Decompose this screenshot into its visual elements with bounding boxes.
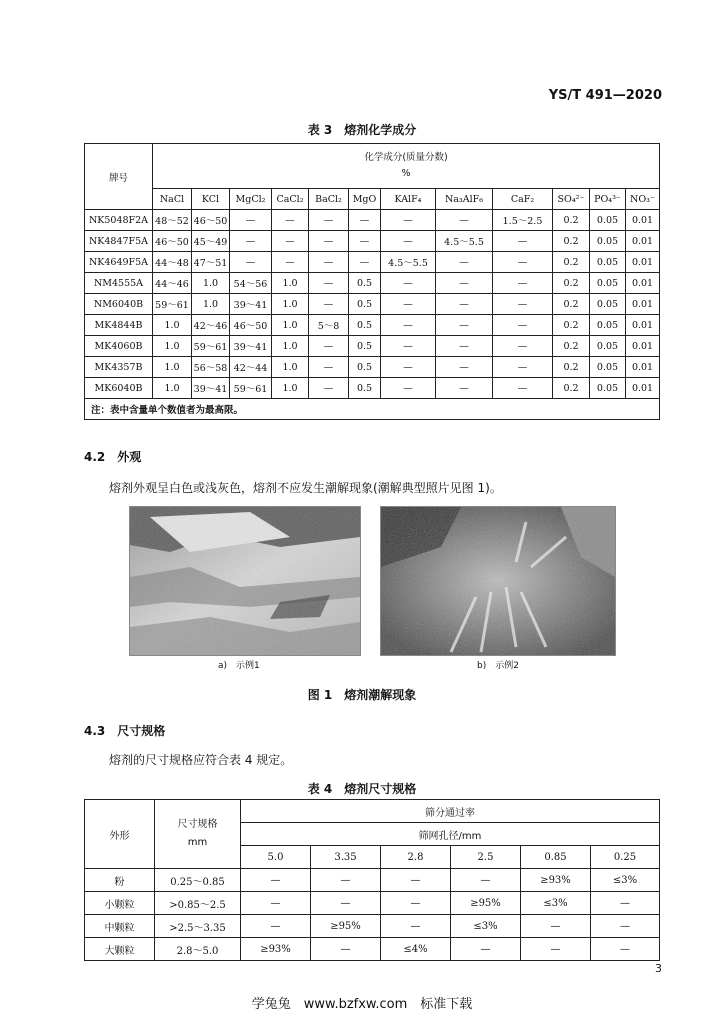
value-cell: 0.5: [349, 357, 381, 378]
value-cell: 0.05: [590, 378, 626, 399]
brand-header: 牌号: [85, 144, 153, 210]
brand-cell: NK4847F5A: [85, 231, 153, 252]
rate-cell: —: [521, 915, 591, 938]
value-cell: —: [493, 231, 553, 252]
value-cell: 5～8: [309, 315, 349, 336]
shape-header: 外形: [85, 800, 155, 869]
value-cell: 1.0: [153, 315, 192, 336]
value-cell: —: [436, 315, 493, 336]
value-cell: —: [309, 294, 349, 315]
aperture-header-cell: 3.35: [311, 846, 381, 869]
column-header: Na₃AlF₆: [436, 189, 493, 210]
value-cell: 46～50: [230, 315, 272, 336]
value-cell: —: [436, 252, 493, 273]
value-cell: —: [230, 231, 272, 252]
value-cell: 42～44: [230, 357, 272, 378]
value-cell: 0.01: [626, 378, 660, 399]
size-header-label: 尺寸规格: [177, 819, 218, 830]
table3-note: 注：表中含量单个数值者为最高限。: [85, 399, 660, 420]
brand-cell: NK4649F5A: [85, 252, 153, 273]
value-cell: 0.5: [349, 273, 381, 294]
figure1-sub-a: a) 示例1: [218, 661, 260, 671]
value-cell: 1.0: [192, 294, 230, 315]
column-header: CaCl₂: [272, 189, 309, 210]
value-cell: 0.2: [553, 378, 590, 399]
value-cell: 39～41: [230, 294, 272, 315]
value-cell: —: [309, 231, 349, 252]
brand-cell: NK5048F2A: [85, 210, 153, 231]
aperture-header-cell: 2.8: [381, 846, 451, 869]
rate-cell: ≥95%: [451, 892, 521, 915]
rate-cell: —: [241, 915, 311, 938]
brand-cell: NM6040B: [85, 294, 153, 315]
section-4-3-text: 熔剂的尺寸规格应符合表 4 规定。: [109, 753, 293, 767]
table-row: [85, 938, 660, 961]
value-cell: —: [493, 294, 553, 315]
value-cell: 1.0: [272, 294, 309, 315]
value-cell: 44～48: [153, 252, 192, 273]
value-cell: 0.5: [349, 336, 381, 357]
value-cell: 0.2: [553, 294, 590, 315]
table3-caption: 表 3 熔剂化学成分: [307, 123, 417, 137]
value-cell: 45～49: [192, 231, 230, 252]
aperture-header-cell: 0.85: [521, 846, 591, 869]
value-cell: 0.05: [590, 315, 626, 336]
value-cell: 0.05: [590, 336, 626, 357]
value-cell: —: [493, 273, 553, 294]
table-row: [85, 252, 660, 273]
figure1-sub-b: b) 示例2: [477, 661, 519, 671]
value-cell: —: [272, 252, 309, 273]
aperture-header-cell: 0.25: [591, 846, 660, 869]
value-cell: —: [436, 273, 493, 294]
brand-cell: NM4555A: [85, 273, 153, 294]
value-cell: 1.0: [153, 357, 192, 378]
rate-cell: ≤3%: [521, 892, 591, 915]
table-row: [85, 892, 660, 915]
page-number: 3: [655, 962, 662, 975]
value-cell: 0.01: [626, 273, 660, 294]
value-cell: —: [230, 210, 272, 231]
value-cell: —: [272, 210, 309, 231]
size-cell: 0.25～0.85: [155, 869, 241, 892]
brand-cell: MK4844B: [85, 315, 153, 336]
rate-cell: ≥93%: [241, 938, 311, 961]
aperture-header-cell: 5.0: [241, 846, 311, 869]
value-cell: 0.2: [553, 273, 590, 294]
value-cell: 59～61: [153, 294, 192, 315]
value-cell: 0.5: [349, 315, 381, 336]
value-cell: 46～50: [192, 210, 230, 231]
column-header: MgCl₂: [230, 189, 272, 210]
value-cell: 0.2: [553, 231, 590, 252]
rate-cell: ≥93%: [521, 869, 591, 892]
column-header: NO₃⁻: [626, 189, 660, 210]
value-cell: 4.5～5.5: [381, 252, 436, 273]
size-cell: 2.8～5.0: [155, 938, 241, 961]
value-cell: —: [381, 294, 436, 315]
value-cell: 0.01: [626, 252, 660, 273]
table-row: [85, 357, 660, 378]
rate-cell: —: [591, 938, 660, 961]
value-cell: —: [309, 357, 349, 378]
value-cell: 1.5～2.5: [493, 210, 553, 231]
rate-cell: —: [521, 938, 591, 961]
value-cell: 0.5: [349, 294, 381, 315]
value-cell: 39～41: [192, 378, 230, 399]
rate-cell: —: [381, 915, 451, 938]
value-cell: —: [436, 210, 493, 231]
value-cell: 0.05: [590, 294, 626, 315]
value-cell: —: [381, 378, 436, 399]
value-cell: 0.2: [553, 315, 590, 336]
value-cell: 0.05: [590, 252, 626, 273]
value-cell: 0.05: [590, 231, 626, 252]
rate-cell: ≤4%: [381, 938, 451, 961]
value-cell: 47～51: [192, 252, 230, 273]
site-footer: 学兔兔 www.bzfxw.com 标准下载: [251, 997, 473, 1012]
table4: [84, 799, 660, 961]
table-row: [85, 915, 660, 938]
rate-cell: —: [591, 915, 660, 938]
value-cell: 0.01: [626, 315, 660, 336]
value-cell: 0.01: [626, 210, 660, 231]
column-header: PO₄³⁻: [590, 189, 626, 210]
aperture-header: 筛网孔径/mm: [241, 823, 660, 846]
value-cell: 0.2: [553, 336, 590, 357]
value-cell: —: [309, 210, 349, 231]
rate-cell: —: [311, 938, 381, 961]
value-cell: —: [436, 294, 493, 315]
value-cell: —: [309, 378, 349, 399]
value-cell: 0.05: [590, 273, 626, 294]
value-cell: —: [493, 357, 553, 378]
size-cell: >0.85～2.5: [155, 892, 241, 915]
value-cell: —: [436, 378, 493, 399]
value-cell: —: [381, 357, 436, 378]
value-cell: 46～50: [153, 231, 192, 252]
value-cell: 1.0: [153, 336, 192, 357]
value-cell: —: [493, 252, 553, 273]
column-header: CaF₂: [493, 189, 553, 210]
size-header-unit: mm: [187, 837, 208, 848]
value-cell: 48～52: [153, 210, 192, 231]
value-cell: —: [349, 252, 381, 273]
value-cell: 4.5～5.5: [436, 231, 493, 252]
value-cell: —: [309, 252, 349, 273]
section-4-2-text: 熔剂外观呈白色或浅灰色，熔剂不应发生潮解现象(潮解典型照片见图 1)。: [109, 481, 502, 495]
value-cell: 1.0: [272, 315, 309, 336]
value-cell: 44～46: [153, 273, 192, 294]
value-cell: 1.0: [272, 273, 309, 294]
table-row: [85, 210, 660, 231]
aperture-header-cell: 2.5: [451, 846, 521, 869]
value-cell: 42～46: [192, 315, 230, 336]
value-cell: 1.0: [192, 273, 230, 294]
column-header: NaCl: [153, 189, 192, 210]
table3: [84, 143, 660, 420]
composition-unit: %: [401, 168, 411, 179]
value-cell: 59～61: [192, 336, 230, 357]
rate-cell: ≤3%: [451, 915, 521, 938]
value-cell: —: [436, 357, 493, 378]
column-header: KCl: [192, 189, 230, 210]
column-header: SO₄²⁻: [553, 189, 590, 210]
size-cell: >2.5～3.35: [155, 915, 241, 938]
figure1-caption: 图 1 熔剂潮解现象: [307, 688, 417, 702]
composition-header: [153, 144, 660, 189]
value-cell: 0.01: [626, 357, 660, 378]
value-cell: 0.01: [626, 231, 660, 252]
rate-header: 筛分通过率: [241, 800, 660, 823]
value-cell: —: [381, 315, 436, 336]
value-cell: 0.05: [590, 357, 626, 378]
rate-cell: —: [311, 869, 381, 892]
value-cell: —: [381, 231, 436, 252]
value-cell: —: [230, 252, 272, 273]
value-cell: 0.05: [590, 210, 626, 231]
rate-cell: —: [451, 938, 521, 961]
shape-cell: 粉: [85, 869, 155, 892]
table-row: [85, 273, 660, 294]
value-cell: —: [309, 336, 349, 357]
rate-cell: —: [241, 869, 311, 892]
value-cell: 0.5: [349, 378, 381, 399]
shape-cell: 中颗粒: [85, 915, 155, 938]
value-cell: —: [493, 378, 553, 399]
value-cell: 0.2: [553, 252, 590, 273]
column-header: BaCl₂: [309, 189, 349, 210]
value-cell: 59～61: [230, 378, 272, 399]
rate-cell: —: [311, 892, 381, 915]
value-cell: —: [349, 231, 381, 252]
rate-cell: ≤3%: [591, 869, 660, 892]
composition-title: 化学成分(质量分数): [364, 152, 448, 163]
value-cell: 1.0: [272, 336, 309, 357]
value-cell: —: [436, 336, 493, 357]
value-cell: 0.2: [553, 357, 590, 378]
section-4-3-heading: 4.3 尺寸规格: [84, 724, 166, 738]
table-row: [85, 231, 660, 252]
rate-cell: —: [381, 892, 451, 915]
rate-cell: —: [241, 892, 311, 915]
brand-cell: MK4357B: [85, 357, 153, 378]
table-row: [85, 294, 660, 315]
table-row: [85, 336, 660, 357]
value-cell: 39～41: [230, 336, 272, 357]
column-header: MgO: [349, 189, 381, 210]
value-cell: —: [493, 315, 553, 336]
value-cell: 1.0: [153, 378, 192, 399]
table4-caption: 表 4 熔剂尺寸规格: [307, 782, 417, 796]
photo-example-2: [380, 506, 616, 656]
value-cell: 0.01: [626, 294, 660, 315]
column-header: KAlF₄: [381, 189, 436, 210]
value-cell: 54～56: [230, 273, 272, 294]
value-cell: 0.01: [626, 336, 660, 357]
table-row: [85, 869, 660, 892]
brand-cell: MK4060B: [85, 336, 153, 357]
standard-number: YS/T 491—2020: [548, 88, 662, 103]
rate-cell: ≥95%: [311, 915, 381, 938]
section-4-2-heading: 4.2 外观: [84, 450, 142, 464]
value-cell: 1.0: [272, 357, 309, 378]
value-cell: —: [493, 336, 553, 357]
table-row: [85, 315, 660, 336]
photo-example-1: [129, 506, 361, 656]
shape-cell: 大颗粒: [85, 938, 155, 961]
brand-cell: MK6040B: [85, 378, 153, 399]
value-cell: 0.2: [553, 210, 590, 231]
value-cell: —: [381, 210, 436, 231]
value-cell: 56～58: [192, 357, 230, 378]
value-cell: —: [381, 336, 436, 357]
rate-cell: —: [451, 869, 521, 892]
value-cell: —: [309, 273, 349, 294]
value-cell: —: [381, 273, 436, 294]
shape-cell: 小颗粒: [85, 892, 155, 915]
value-cell: —: [272, 231, 309, 252]
rate-cell: —: [381, 869, 451, 892]
value-cell: —: [349, 210, 381, 231]
table-row: [85, 378, 660, 399]
value-cell: 1.0: [272, 378, 309, 399]
rate-cell: —: [591, 892, 660, 915]
size-header: [155, 800, 241, 869]
